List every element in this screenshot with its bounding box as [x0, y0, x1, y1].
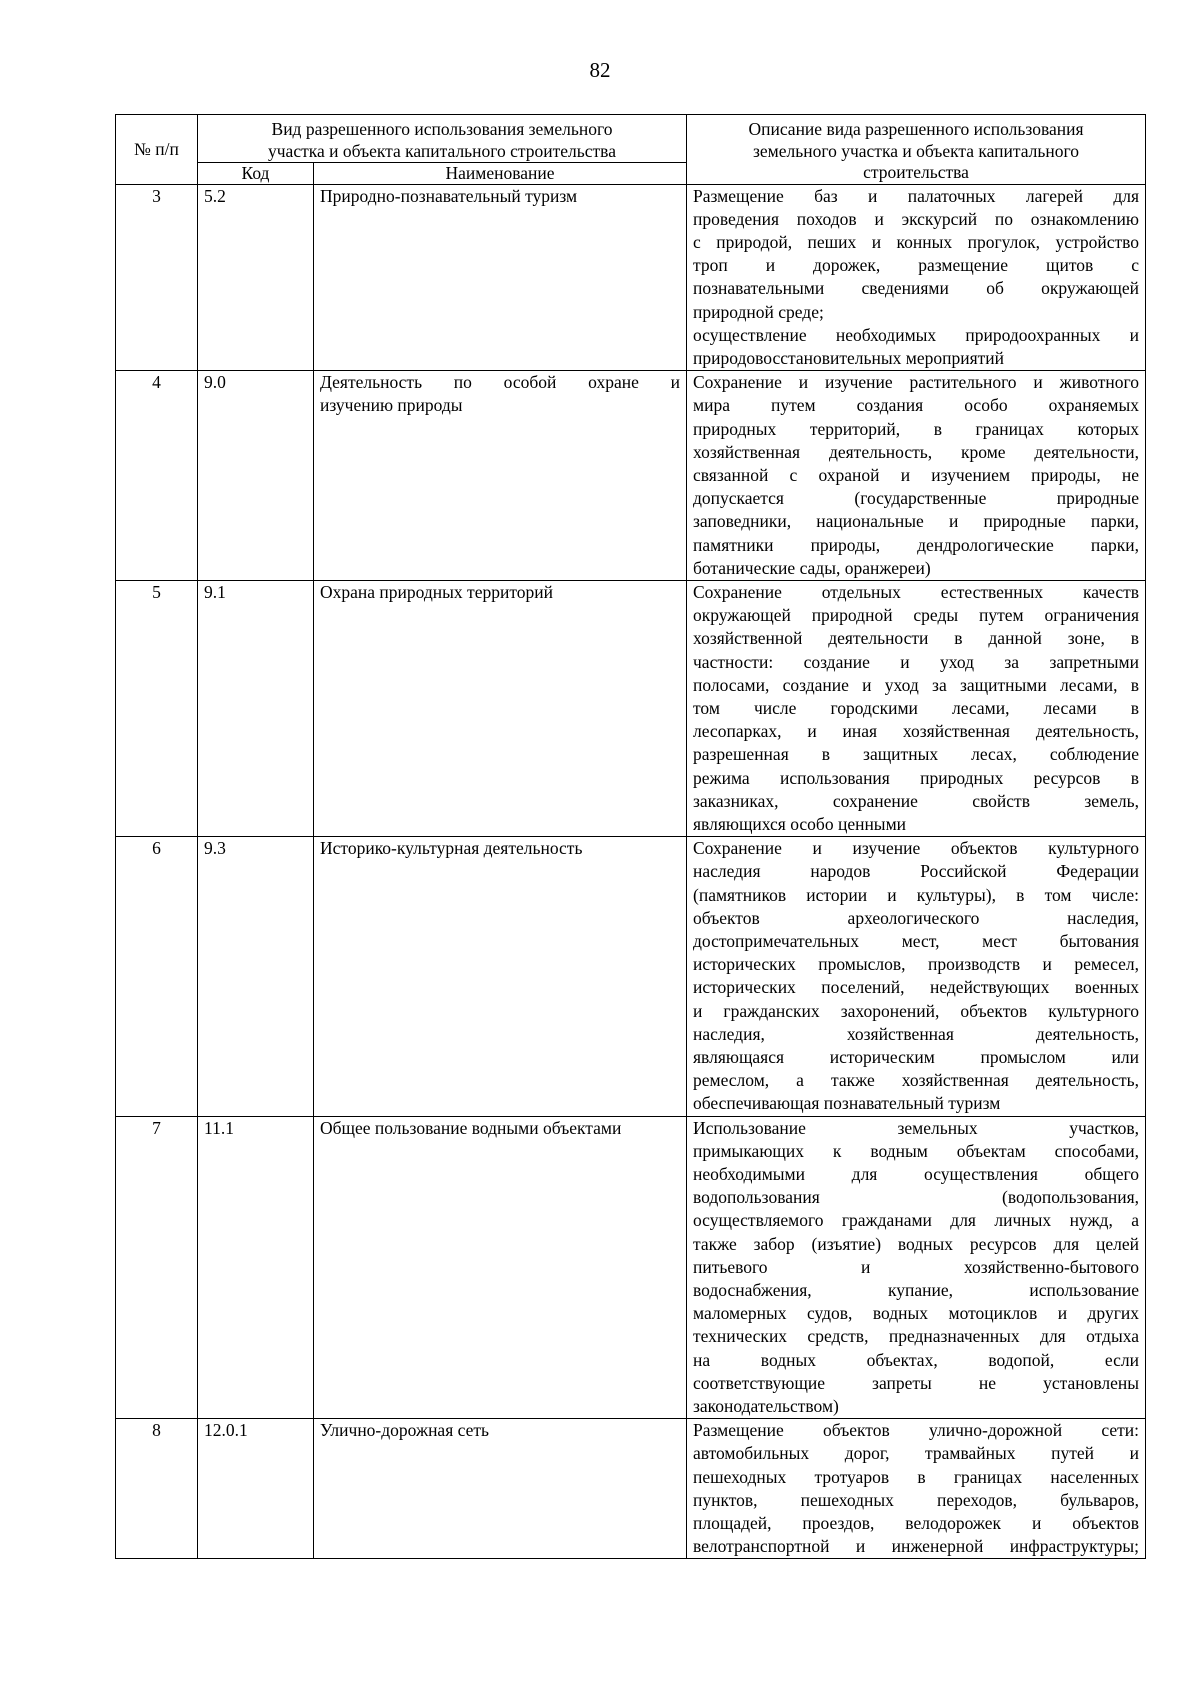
description-line: являющихся особо ценными: [693, 813, 907, 834]
description-line: пешеходных тротуаров в границах населенных: [693, 1466, 1139, 1487]
description-line: мира путем создания особо охраняемых: [693, 395, 1139, 416]
header-desc: Описание вида разрешенного использования земельного участка и объекта капитального строительства: [687, 115, 1146, 185]
row-description: [687, 1419, 1146, 1559]
row-code: 5.2: [198, 184, 314, 371]
table-row: [116, 184, 1146, 371]
row-code: 12.0.1: [198, 1419, 314, 1559]
name-line: Деятельность по особой охране и: [320, 372, 680, 393]
description-line: примыкающих к водным объектам способами,: [693, 1140, 1139, 1161]
description-line: наследия, хозяйственная деятельность,: [693, 1023, 1139, 1044]
description-line: проведения походов и экскурсий по ознакомлению: [693, 208, 1139, 229]
row-code: 9.3: [198, 837, 314, 1116]
description-line: заказниках, сохранение свойств земель,: [693, 790, 1139, 811]
description-line: ремеслом, а также хозяйственная деятельность,: [693, 1070, 1139, 1091]
description-line: площадей, проездов, велодорожек и объектов: [693, 1513, 1139, 1534]
description-line: соответствующие запреты не установлены: [693, 1372, 1139, 1393]
description-line: и гражданских захоронений, объектов культурного: [693, 1000, 1139, 1021]
description-line: Использование земельных участков,: [693, 1117, 1139, 1138]
description-line: обеспечивающая познавательный туризм: [693, 1093, 1001, 1114]
row-num: 4: [116, 371, 198, 581]
description-line: водопользования (водопользования,: [693, 1187, 1139, 1208]
table-row: [116, 1419, 1146, 1559]
description-line: частности: создание и уход за запретными: [693, 651, 1139, 672]
description-line: режима использования природных ресурсов в: [693, 767, 1139, 788]
row-num: 8: [116, 1419, 198, 1559]
description-line: законодательством): [693, 1396, 839, 1417]
header-row: [116, 115, 1146, 163]
row-num: 6: [116, 837, 198, 1116]
description-line: пунктов, пешеходных переходов, бульваров,: [693, 1489, 1139, 1510]
description-line: окружающей природной среды путем ограничения: [693, 605, 1139, 626]
description-line: том числе городскими лесами, лесами в: [693, 697, 1139, 718]
description-line: Размещение объектов улично-дорожной сети:: [693, 1420, 1139, 1441]
description-line: наследия народов Российской Федерации: [693, 861, 1139, 882]
description-line: исторических поселений, недействующих военных: [693, 977, 1139, 998]
description-line: познавательными сведениями об окружающей: [693, 278, 1139, 299]
description-line: объектов археологического наследия,: [693, 907, 1139, 928]
row-name: Природно-познавательный туризм: [314, 184, 687, 371]
description-line: также забор (изъятие) водных ресурсов для целей: [693, 1233, 1139, 1254]
description-line: хозяйственная деятельность, кроме деятельности,: [693, 441, 1139, 462]
description-line: осуществляемого гражданами для личных нужд, а: [693, 1210, 1139, 1231]
description-line: природной среде;: [693, 301, 824, 322]
description-line: полосами, создание и уход за защитными лесами, в: [693, 674, 1139, 695]
description-line: исторических промыслов, производств и ремесел,: [693, 954, 1139, 975]
row-code: 9.0: [198, 371, 314, 581]
header-name: Наименование: [314, 163, 687, 184]
description-line: Сохранение и изучение растительного и животного: [693, 372, 1139, 393]
row-description: [687, 580, 1146, 836]
description-line: природных территорий, в границах которых: [693, 418, 1139, 439]
table-row: [116, 837, 1146, 1116]
row-code: 11.1: [198, 1116, 314, 1419]
row-name: Улично-дорожная сеть: [314, 1419, 687, 1559]
description-line: с природой, пеших и конных прогулок, устройство: [693, 231, 1139, 252]
description-line: связанной с охраной и изучением природы, не: [693, 464, 1139, 485]
description-line: маломерных судов, водных мотоциклов и других: [693, 1303, 1139, 1324]
description-line: (памятников истории и культуры), в том числе:: [693, 884, 1139, 905]
table-row: [116, 580, 1146, 836]
description-line: достопримечательных мест, мест бытования: [693, 931, 1139, 951]
description-line: велотранспортной и инженерной инфраструктуры;: [693, 1536, 1139, 1557]
description-line: автомобильных дорог, трамвайных путей и: [693, 1443, 1139, 1464]
description-line: разрешенная в защитных лесах, соблюдение: [693, 744, 1139, 765]
row-description: [687, 1116, 1146, 1419]
row-description: [687, 837, 1146, 1116]
table-row: [116, 1116, 1146, 1419]
row-name: Охрана природных территорий: [314, 580, 687, 836]
row-description: [687, 371, 1146, 581]
page-number: 82: [589, 58, 611, 82]
row-name: Историко-культурная деятельность: [314, 837, 687, 1116]
description-line: природовосстановительных мероприятий: [693, 347, 1004, 368]
row-code: 9.1: [198, 580, 314, 836]
row-num: 5: [116, 580, 198, 836]
description-line: ботанические сады, оранжереи): [693, 557, 931, 578]
description-line: заповедники, национальные и природные парки,: [693, 511, 1139, 532]
header-num: № п/п: [116, 115, 198, 185]
row-name: Общее пользование водными объектами: [314, 1116, 687, 1419]
name-line: изучению природы: [320, 395, 463, 416]
description-line: на водных объектах, водопой, если: [693, 1349, 1139, 1370]
description-line: технических средств, предназначенных для отдыха: [693, 1326, 1139, 1347]
description-line: питьевого и хозяйственно-бытового: [693, 1256, 1139, 1277]
row-num: 7: [116, 1116, 198, 1419]
row-description: [687, 184, 1146, 371]
description-line: допускается (государственные природные: [693, 488, 1139, 509]
description-line: необходимыми для осуществления общего: [693, 1164, 1139, 1185]
description-line: водоснабжения, купание, использование: [693, 1280, 1139, 1301]
description-line: Сохранение и изучение объектов культурного: [693, 838, 1139, 859]
description-line: троп и дорожек, размещение щитов с: [693, 255, 1139, 276]
row-name: [314, 371, 687, 581]
header-code: Код: [198, 163, 314, 184]
description-line: Сохранение отдельных естественных качеств: [693, 581, 1139, 602]
description-line: лесопарках, и иная хозяйственная деятельность,: [693, 721, 1139, 742]
table-row: [116, 371, 1146, 581]
header-vid: Вид разрешенного использования земельного участка и объекта капитального строительства: [198, 115, 687, 163]
description-line: памятники природы, дендрологические парки,: [693, 534, 1139, 555]
description-line: являющаяся историческим промыслом или: [693, 1047, 1139, 1068]
land-use-table: [115, 114, 1146, 1559]
description-line: осуществление необходимых природоохранных и: [693, 324, 1139, 345]
description-line: Размещение баз и палаточных лагерей для: [693, 185, 1139, 206]
row-num: 3: [116, 184, 198, 371]
description-line: хозяйственной деятельности в данной зоне, в: [693, 628, 1139, 649]
